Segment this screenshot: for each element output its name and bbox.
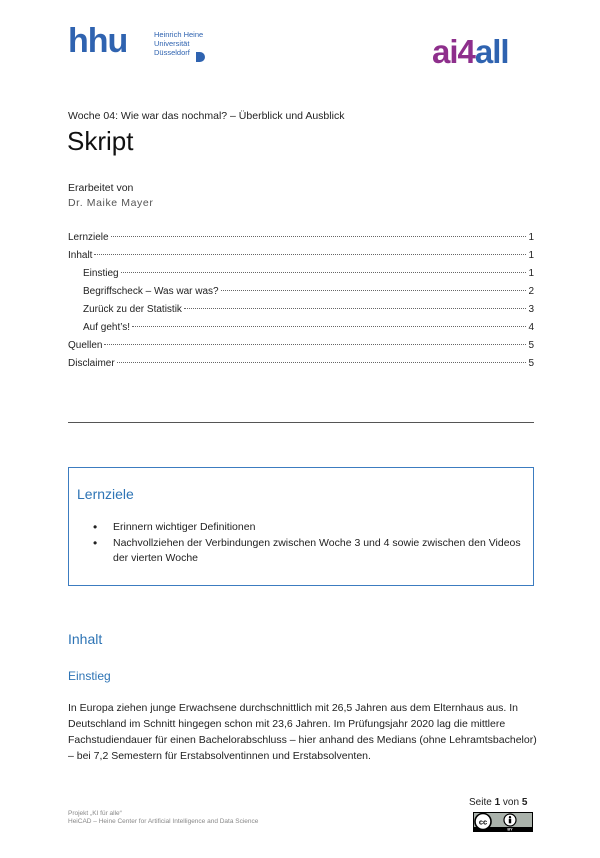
toc-entry-statistik[interactable]: Zurück zu der Statistik 3: [83, 304, 534, 315]
page-number: Seite 1 von 5: [469, 797, 528, 808]
toc-entry-quellen[interactable]: Quellen 5: [68, 340, 534, 351]
cc-by-license-icon: [473, 812, 533, 832]
cc-text: cc: [478, 817, 488, 827]
hhu-logo-mark: [196, 52, 205, 62]
section-heading-inhalt: Inhalt: [68, 631, 103, 647]
body-paragraph: In Europa ziehen junge Erwachsene durchschnittlich mit 26,5 Jahren aus dem Elternhaus aus. In Deutschland im Schnitt hingegen schon mit 23,6 Jahren. Im Prüfungsjahr 2020 lag die mittlere Fachstudiendauer für einen Bachelorabschluss – hier anhand des Medians (ohne Lehramtsbachelor) – bei 7,2 Semestern für Erstabsolventinnen und Erstabsolventen.: [68, 702, 537, 762]
subsection-heading-einstieg: Einstieg: [68, 669, 111, 683]
toc-entry-lernziele[interactable]: Lernziele 1: [68, 232, 534, 243]
author-label: Erarbeitet von: [68, 182, 134, 194]
toc-entry-einstieg[interactable]: Einstieg 1: [83, 268, 534, 279]
hhu-logo: [68, 24, 218, 64]
learning-goals-heading: Lernziele: [77, 486, 134, 502]
learning-goals-list: [93, 520, 523, 567]
learning-goals-box: [68, 467, 534, 586]
footer-project-line: Projekt „KI für alle“: [68, 810, 122, 817]
toc-entry-auf-gehts[interactable]: Auf geht’s! 4: [83, 322, 534, 333]
learning-goal-item: • Nachvollziehen der Verbindungen zwischen Woche 3 und 4 sowie zwischen den Videos der vierten Woche: [93, 536, 523, 566]
cc-by-text: BY: [507, 827, 513, 832]
ai4all-logo: ai4all: [432, 33, 509, 70]
toc-entry-begriffscheck[interactable]: Begriffscheck – Was war was? 2: [83, 286, 534, 297]
toc-entry-disclaimer[interactable]: Disclaimer 5: [68, 358, 534, 369]
hhu-logo-subtitle: Heinrich Heine Universität Düsseldorf: [154, 30, 204, 57]
hhu-logo-letters: hhu: [68, 22, 128, 60]
author-name: Dr. Maike Mayer: [68, 197, 154, 209]
document-title: Skript: [67, 126, 134, 156]
week-subtitle: Woche 04: Wie war das nochmal? – Überblick und Ausblick: [68, 110, 345, 122]
learning-goal-item: • Erinnern wichtiger Definitionen: [93, 520, 523, 535]
section-divider: [68, 422, 534, 423]
table-of-contents: [68, 232, 534, 376]
toc-entry-inhalt[interactable]: Inhalt 1: [68, 250, 534, 261]
footer-project-info: [68, 810, 258, 826]
footer-center-line: HeiCAD – Heine Center for Artificial Intelligence and Data Science: [68, 818, 259, 825]
